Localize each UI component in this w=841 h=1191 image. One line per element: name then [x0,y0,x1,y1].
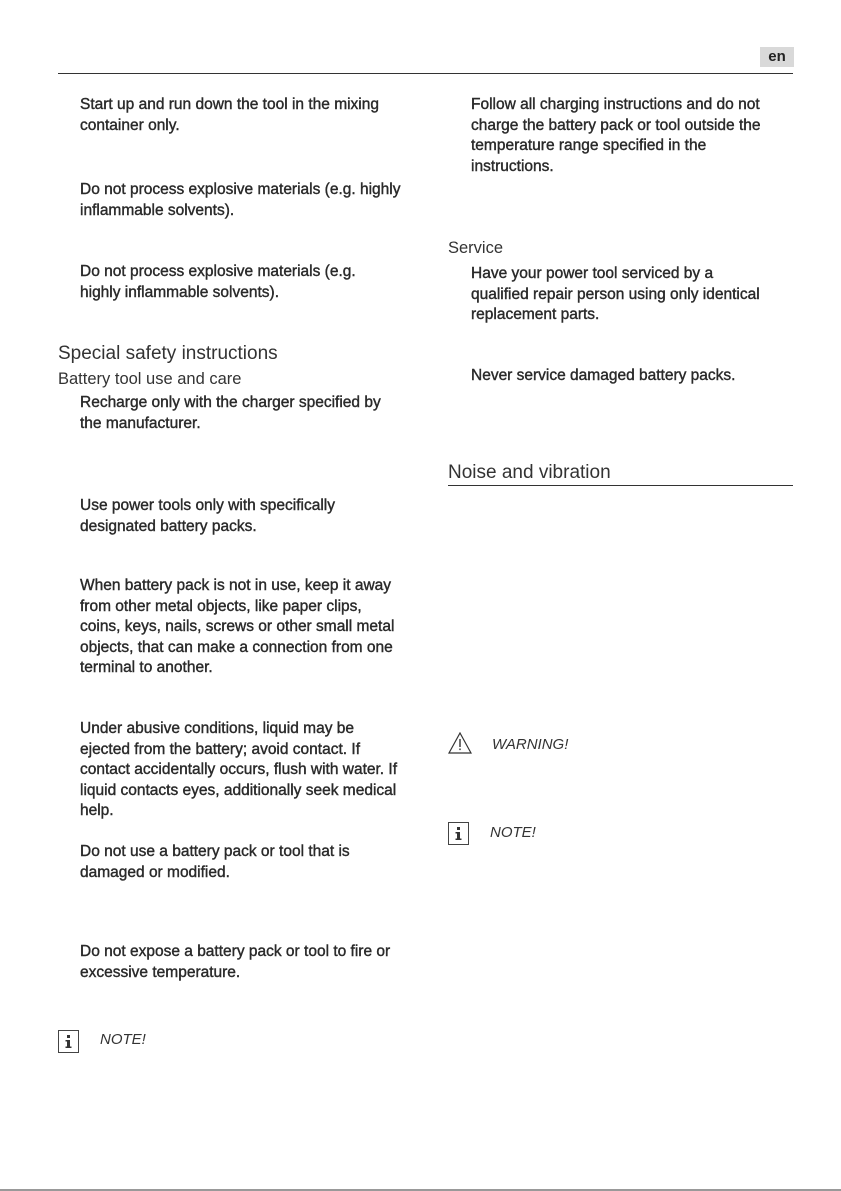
text-explosive-materials-2: Do not process explosive materials (e.g. highly inflammable solvents). [80,263,356,301]
text-service-qualified: Have your power tool serviced by a qualified repair person using only identical replacement parts. [471,265,760,323]
text-battery-not-in-use: When battery pack is not in use, keep it away from other metal objects, like paper clips, coins, keys, nails, screws or other small metal objects, that can make a connection from one terminal to another. [80,577,395,676]
warning-triangle-icon [448,732,472,754]
heading-noise-vibration: Noise and vibration [448,462,611,483]
noise-section-rule [448,485,793,486]
text-explosive-materials-1: Do not process explosive materials (e.g. highly inflammable solvents). [80,181,401,219]
heading-battery-tool: Battery tool use and care [58,370,242,388]
header-rule [58,73,793,74]
text-run-down-mixing: Start up and run down the tool in the mixing container only. [80,96,379,134]
info-icon [58,1030,79,1053]
text-abusive-conditions: Under abusive conditions, liquid may be ejected from the battery; avoid contact. If contact accidentally occurs, flush with water. If liquid contacts eyes, additionally seek medical help. [80,720,398,819]
info-icon-right [448,822,469,845]
heading-special-safety: Special safety instructions [58,343,278,364]
warning-label: WARNING! [492,736,569,753]
note-label-right: NOTE! [490,824,536,841]
text-fire-temperature: Do not expose a battery pack or tool to fire or excessive temperature. [80,943,391,981]
text-damaged-modified: Do not use a battery pack or tool that is damaged or modified. [80,843,350,881]
language-badge: en [760,47,794,67]
text-never-service: Never service damaged battery packs. [471,367,736,384]
heading-service: Service [448,239,504,257]
text-designated-packs: Use power tools only with specifically designated battery packs. [80,497,335,535]
text-charging-instructions: Follow all charging instructions and do not charge the battery pack or tool outside the temperature range specified in the instructions. [471,96,761,175]
text-recharge-charger: Recharge only with the charger specified by the manufacturer. [80,394,381,432]
note-label: NOTE! [100,1031,146,1048]
